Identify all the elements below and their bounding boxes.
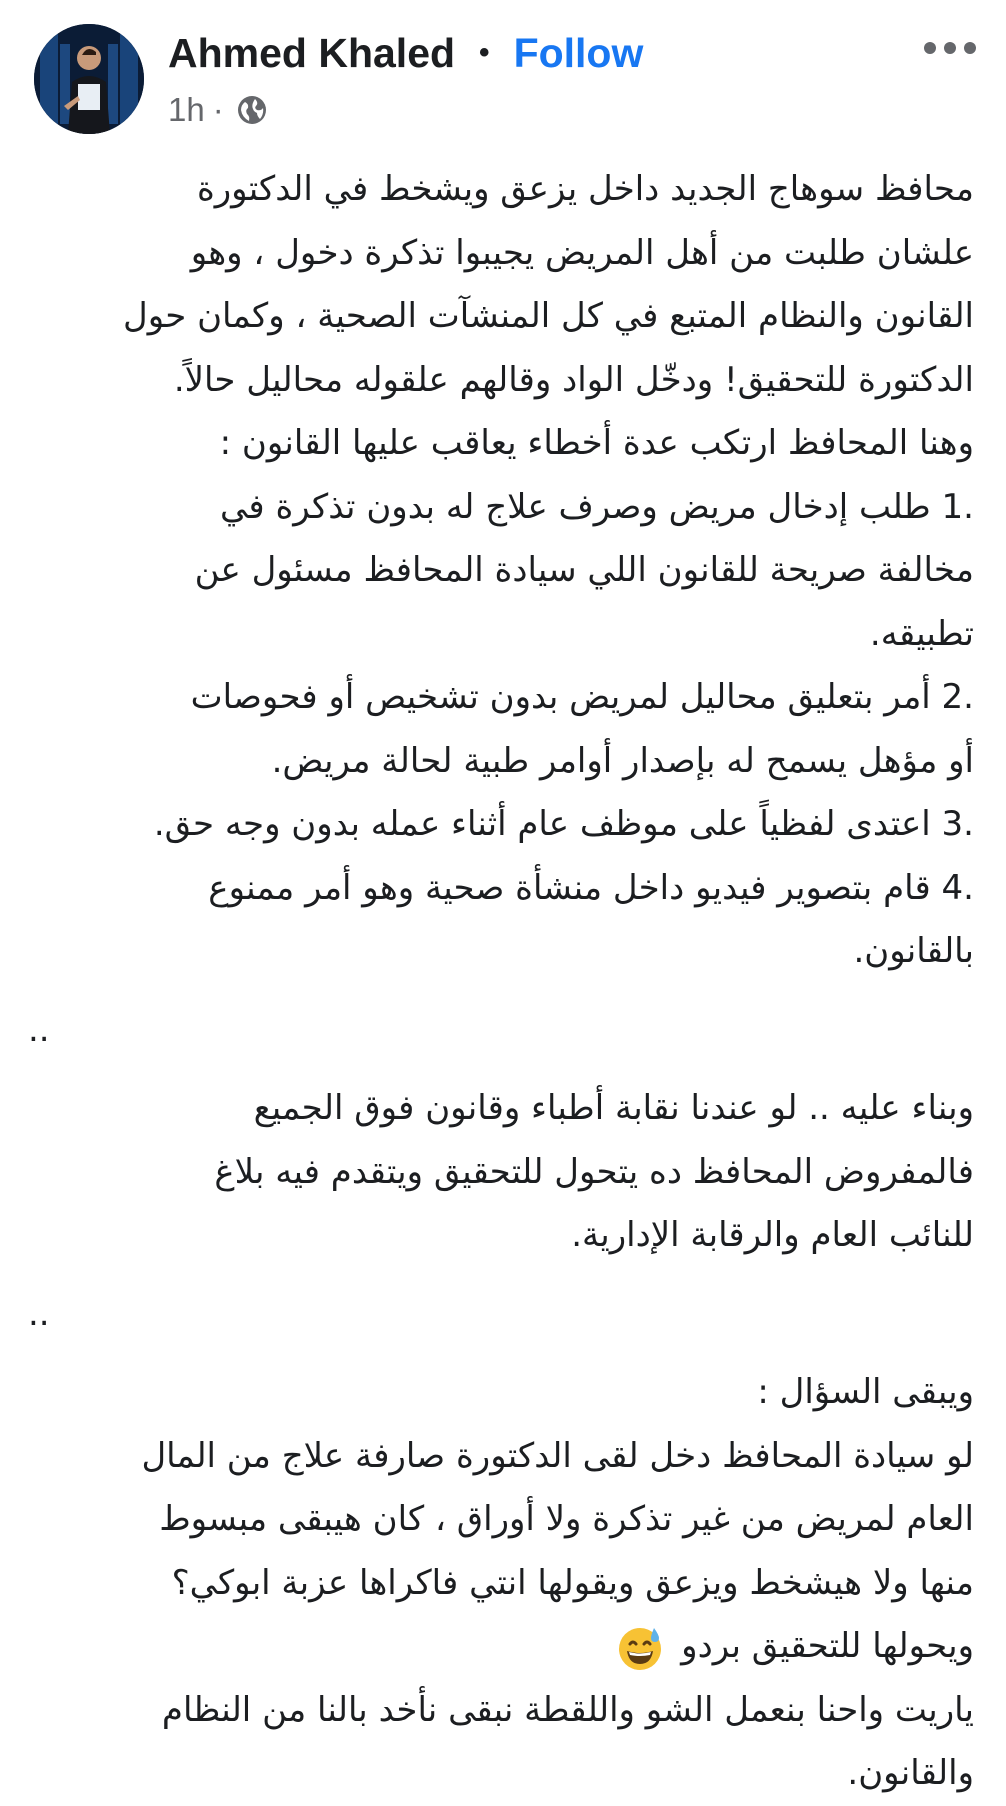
profile-photo (34, 24, 144, 134)
paragraph-line: محافظ سوهاج الجديد داخل يزعق ويشخط في الدكتورة (196, 169, 974, 209)
list-number: 3. (941, 804, 974, 844)
post-text (28, 158, 974, 1806)
follow-button[interactable]: Follow (513, 29, 644, 76)
ellipsis-separator: .. (28, 1293, 50, 1334)
list-item (28, 793, 974, 857)
author-name[interactable]: Ahmed Khaled (168, 29, 456, 76)
list-item-text: بالقانون. (853, 931, 974, 971)
list-item (28, 476, 974, 540)
paragraph-line: منها ولا هيشخط ويزعق ويقولها انتي فاكراها عزبة ابوكي؟ (171, 1562, 974, 1603)
list-number: 2. (941, 677, 974, 717)
post-time[interactable]: 1h (168, 91, 205, 128)
list-item-text: تطبيقه. (869, 613, 974, 654)
spacer (28, 1062, 974, 1077)
paragraph-line: لو سيادة المحافظ دخل لقى الدكتورة صارفة علاج من المال (141, 1435, 974, 1476)
list-item-text: أمر بتعليق محاليل لمريض بدون تشخيص أو فحوصات (190, 677, 931, 717)
paragraph-line: القانون والنظام المتبع في كل المنشآت الصحية ، وكمان حول (122, 296, 974, 336)
list-item-text: مخالفة صريحة للقانون اللي سيادة المحافظ مسئول عن (194, 550, 974, 590)
post-meta (168, 88, 268, 132)
spacer (28, 984, 974, 999)
list-item-text: أو مؤهل يسمح له بإصدار أوامر طبية لحالة مريض. (271, 740, 974, 781)
list-number: 4. (941, 867, 974, 908)
avatar[interactable] (34, 24, 144, 134)
grinning-sweat-emoji-icon (616, 1624, 664, 1672)
paragraph-line: الدكتورة للتحقيق! ودخّل الواد وقالهم علقوله محاليل حالاً. (173, 359, 974, 400)
paragraph-line: للنائب العام والرقابة الإدارية. (571, 1215, 974, 1255)
globe-icon[interactable] (236, 94, 268, 126)
spacer (28, 1346, 974, 1361)
paragraph-text: ويحولها للتحقيق بردو (681, 1626, 974, 1666)
spacer (28, 1268, 974, 1283)
separator-dot: • (479, 36, 490, 69)
list-item-text: طلب إدخال مريض وصرف علاج له بدون تذكرة في (220, 486, 931, 527)
list-item (28, 857, 974, 921)
paragraph-line: وبناء عليه .. لو عندنا نقابة أطباء وقانون فوق الجميع (253, 1088, 974, 1128)
meta-separator: · (212, 91, 224, 128)
post-header (0, 0, 1006, 150)
more-options-icon[interactable] (920, 28, 980, 68)
paragraph-line: فالمفروض المحافظ ده يتحول للتحقيق ويتقدم فيه بلاغ (214, 1151, 974, 1192)
paragraph-line: العام لمريض من غير تذكرة ولا أوراق ، كان هيبقى مبسوط (159, 1499, 974, 1539)
list-item-text: اعتدى لفظياً على موظف عام أثناء عمله بدون وجه حق. (153, 804, 931, 844)
paragraph-line: علشان طلبت من أهل المريض يجيبوا تذكرة دخول ، وهو (190, 232, 974, 273)
list-number: 1. (941, 486, 974, 527)
list-item-text: قام بتصوير فيديو داخل منشأة صحية وهو أمر ممنوع (208, 867, 931, 908)
paragraph-line: والقانون. (847, 1753, 974, 1793)
paragraph-line (28, 1615, 974, 1679)
paragraph-line: ياريت واحنا بنعمل الشو واللقطة نبقى نأخد بالنا من النظام (161, 1689, 974, 1730)
list-item (28, 666, 974, 730)
ellipsis-separator: .. (28, 1009, 50, 1050)
paragraph-line: ويبقى السؤال : (757, 1372, 974, 1412)
paragraph-line: وهنا المحافظ ارتكب عدة أخطاء يعاقب عليها القانون : (219, 423, 974, 463)
author-line (168, 24, 643, 82)
